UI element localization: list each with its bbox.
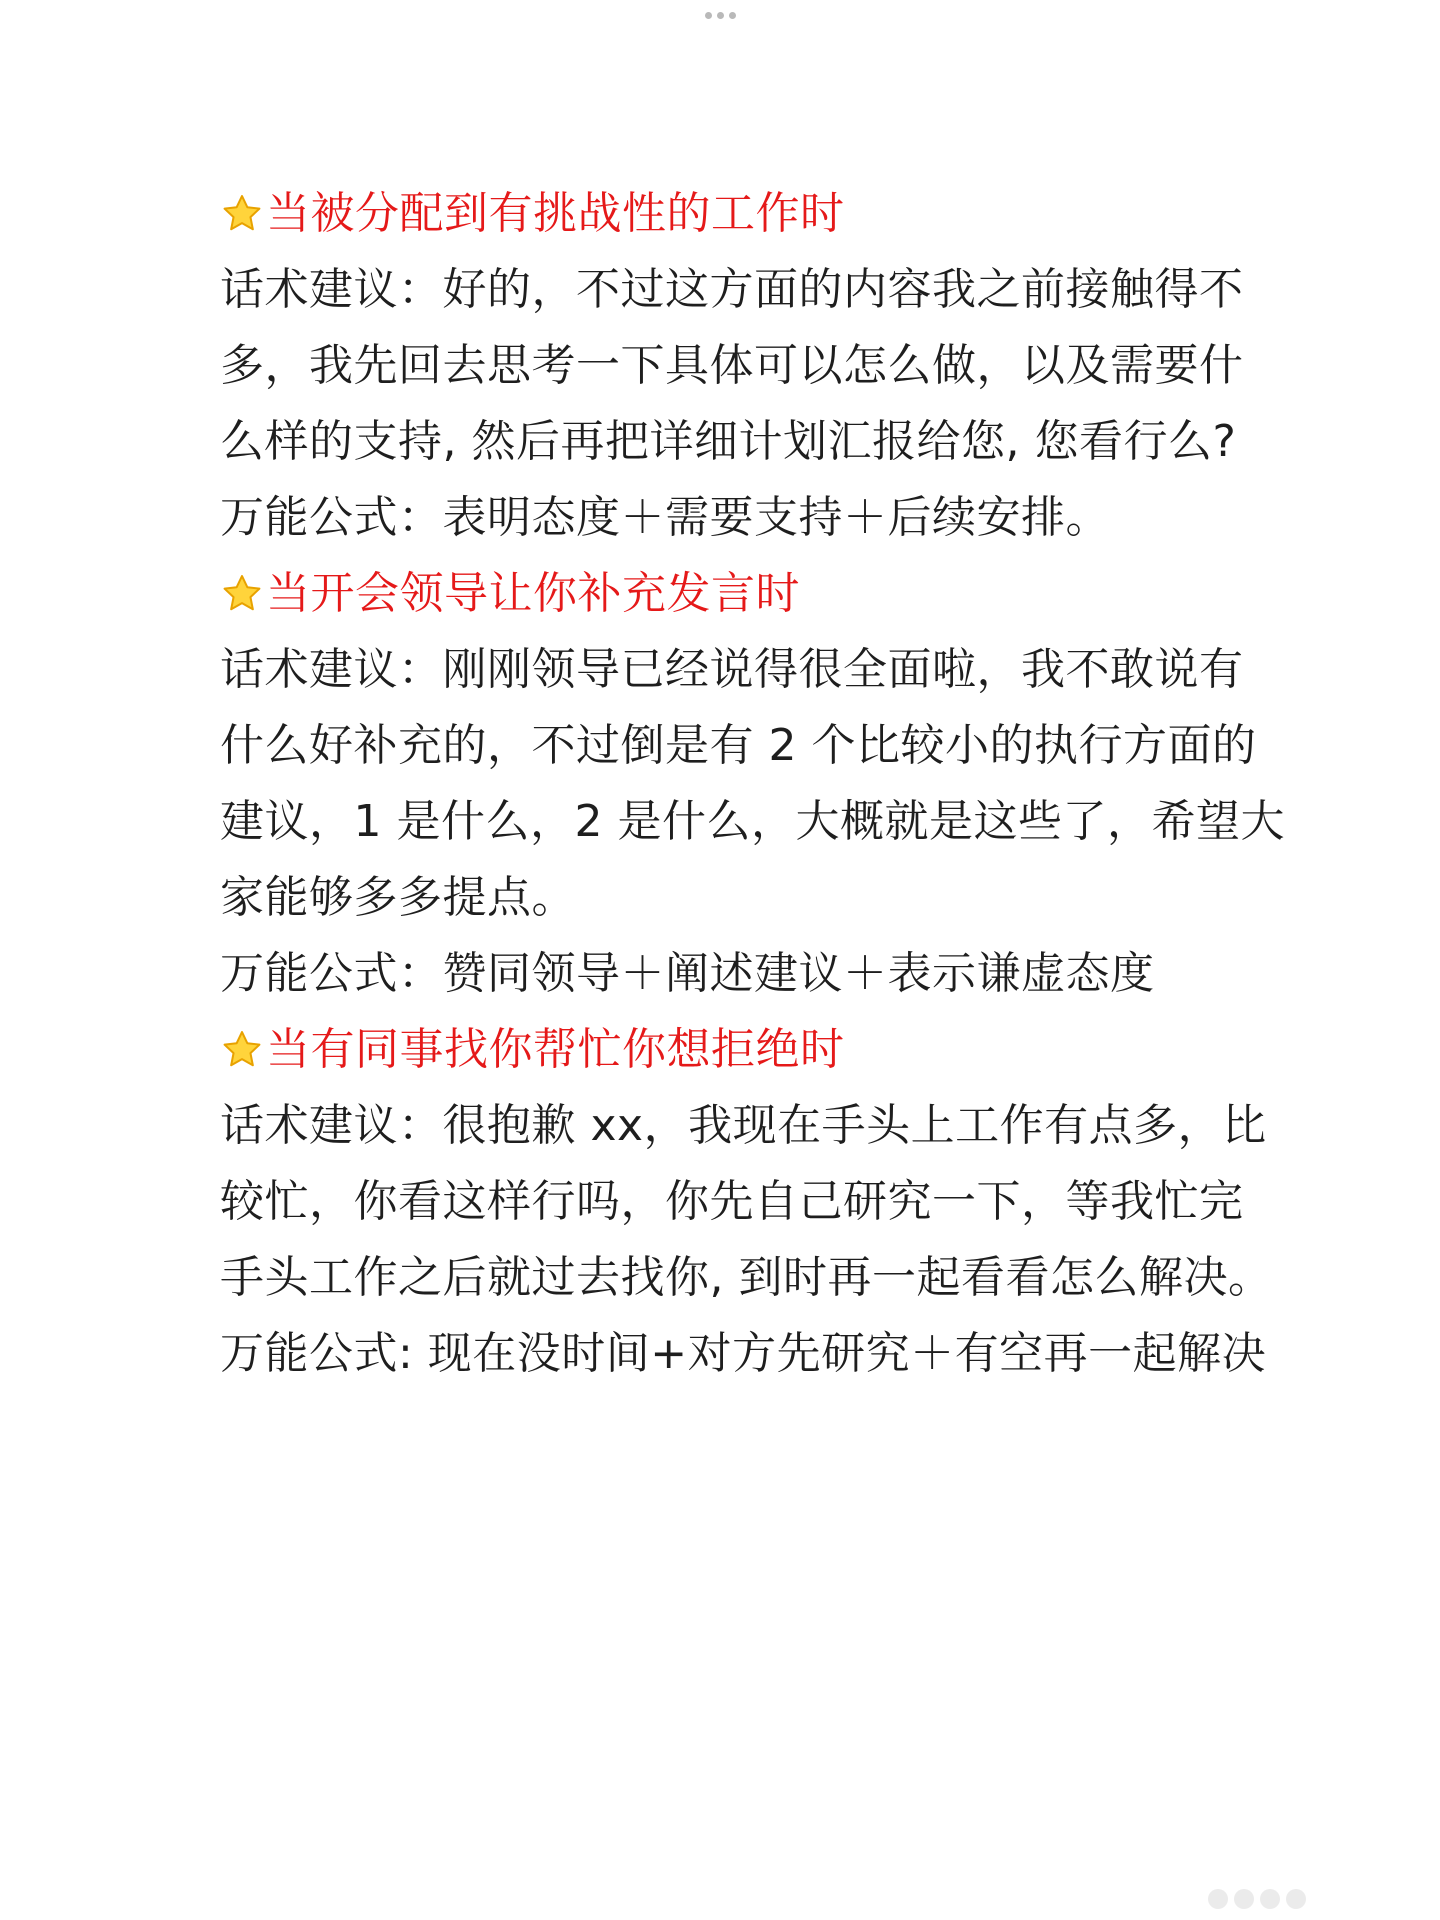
body-line: 话术建议：刚刚领导已经说得很全面啦，我不敢说有 bbox=[220, 644, 1244, 695]
section-title-text: 当开会领导让你补充发言时 bbox=[266, 568, 800, 619]
star-icon bbox=[220, 1028, 264, 1072]
more-dots-icon[interactable] bbox=[0, 12, 1440, 19]
section-title-2 bbox=[220, 556, 1230, 632]
formula-line: 万能公式: 现在没时间+对方先研究＋有空再一起解决 bbox=[220, 1328, 1267, 1379]
watermark-dot bbox=[1260, 1889, 1280, 1909]
document-body bbox=[220, 176, 1285, 1392]
star-icon bbox=[220, 192, 264, 236]
body-line: 较忙，你看这样行吗，你先自己研究一下，等我忙完 bbox=[220, 1176, 1244, 1227]
dot bbox=[729, 12, 736, 19]
section-title-1 bbox=[220, 176, 1230, 252]
watermark-dot bbox=[1208, 1889, 1228, 1909]
section-title-text: 当有同事找你帮忙你想拒绝时 bbox=[266, 1024, 845, 1075]
body-line: 话术建议：很抱歉 xx，我现在手头上工作有点多，比 bbox=[220, 1100, 1267, 1151]
formula-line: 万能公式：表明态度＋需要支持＋后续安排。 bbox=[220, 492, 1110, 543]
watermark-dot bbox=[1234, 1889, 1254, 1909]
body-line: 建议，1 是什么，2 是什么，大概就是这些了，希望大 bbox=[220, 796, 1285, 847]
body-line: 家能够多多提点。 bbox=[220, 872, 576, 923]
dot bbox=[705, 12, 712, 19]
body-line: 什么好补充的，不过倒是有 2 个比较小的执行方面的 bbox=[220, 720, 1257, 771]
body-line: 手头工作之后就过去找你, 到时再一起看看怎么解决。 bbox=[220, 1252, 1273, 1303]
star-icon bbox=[220, 572, 264, 616]
body-line: 么样的支持, 然后再把详细计划汇报给您, 您看行么? bbox=[220, 416, 1237, 467]
body-line: 多，我先回去思考一下具体可以怎么做，以及需要什 bbox=[220, 340, 1244, 391]
dot bbox=[717, 12, 724, 19]
formula-line: 万能公式：赞同领导＋阐述建议＋表示谦虚态度 bbox=[220, 948, 1155, 999]
section-title-text: 当被分配到有挑战性的工作时 bbox=[266, 188, 845, 239]
watermark-dot bbox=[1286, 1889, 1306, 1909]
body-line: 话术建议：好的，不过这方面的内容我之前接触得不 bbox=[220, 264, 1244, 315]
section-title-3 bbox=[220, 1012, 1230, 1088]
watermark bbox=[1208, 1886, 1398, 1912]
